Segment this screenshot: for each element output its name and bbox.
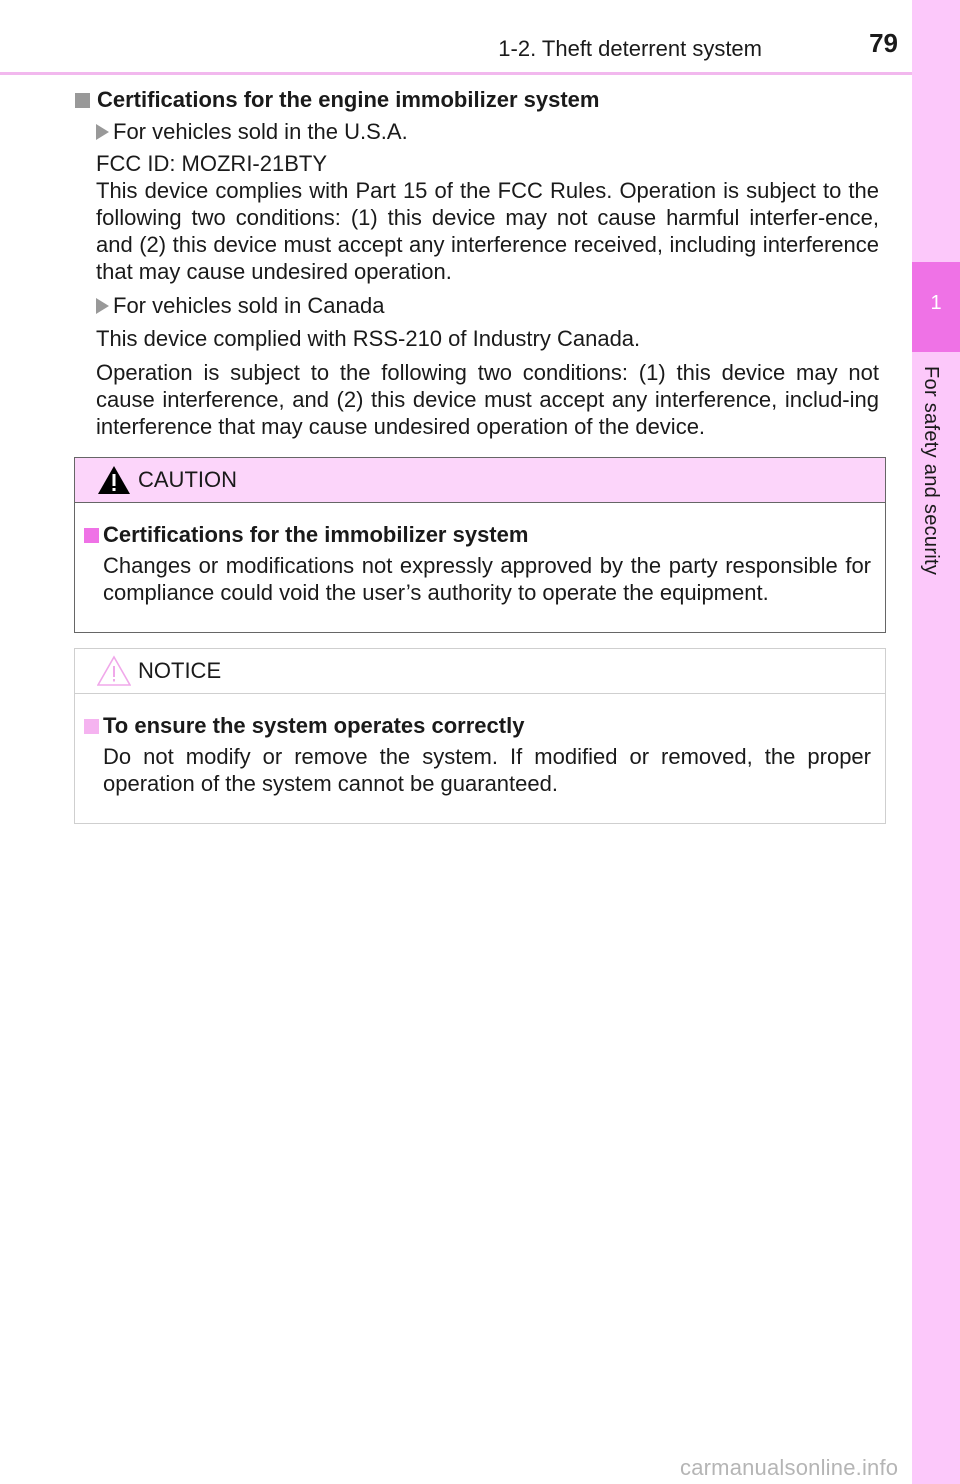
fcc-id: FCC ID: MOZRI-21BTY xyxy=(96,151,328,176)
section-heading-text: Certifications for the engine immobilizer system xyxy=(97,87,600,112)
triangle-bullet-icon xyxy=(96,298,109,314)
square-bullet-icon xyxy=(75,93,90,108)
triangle-bullet-icon xyxy=(96,124,109,140)
notice-triangle-icon xyxy=(97,655,131,687)
notice-box xyxy=(74,648,886,824)
notice-text: Do not modify or remove the system. If modified or removed, the proper operation of the system cannot be guaranteed. xyxy=(103,744,871,796)
main-content xyxy=(75,86,879,440)
notice-header xyxy=(75,649,885,694)
canada-label: For vehicles sold in Canada xyxy=(113,293,385,318)
section-heading xyxy=(75,86,879,114)
caution-label: CAUTION xyxy=(138,467,237,492)
usa-item xyxy=(75,118,879,146)
chapter-sidebar xyxy=(912,0,960,1484)
square-bullet-icon xyxy=(84,719,99,734)
usa-label: For vehicles sold in the U.S.A. xyxy=(113,119,408,144)
caution-box xyxy=(74,457,886,633)
warning-triangle-icon xyxy=(97,464,131,496)
caution-header xyxy=(75,458,885,503)
caution-heading xyxy=(84,521,871,549)
section-title: 1-2. Theft deterrent system xyxy=(498,36,762,61)
page-number: 79 xyxy=(869,28,898,58)
caution-text: Changes or modifications not expressly approved by the party responsible for compliance could void the user’s authority to operate the equipment. xyxy=(103,553,871,605)
notice-heading-text: To ensure the system operates correctly xyxy=(103,713,525,738)
notice-body xyxy=(75,694,885,797)
canada-item xyxy=(75,292,879,320)
watermark: carmanualsonline.info xyxy=(680,1455,899,1480)
header-rule xyxy=(0,72,912,75)
canada-text-1: This device complied with RSS-210 of Industry Canada. xyxy=(96,326,641,351)
square-bullet-icon xyxy=(84,528,99,543)
caution-heading-text: Certifications for the immobilizer system xyxy=(103,522,529,547)
chapter-number: 1 xyxy=(930,292,942,314)
notice-heading xyxy=(84,712,871,740)
caution-body xyxy=(75,503,885,606)
chapter-title: For safety and security xyxy=(920,366,942,576)
usa-text: This device complies with Part 15 of the FCC Rules. Operation is subject to the following two conditions: (1) this device may not cause harmful interfer-ence, and (2) this device must accept any interference received, including interference that may cause undesired operation. xyxy=(96,178,879,284)
notice-label: NOTICE xyxy=(138,658,222,683)
canada-text-2: Operation is subject to the following two conditions: (1) this device may not cause interference, and (2) this device must accept any interference, includ-ing interference that may cause undesired operation of the device. xyxy=(96,360,879,439)
